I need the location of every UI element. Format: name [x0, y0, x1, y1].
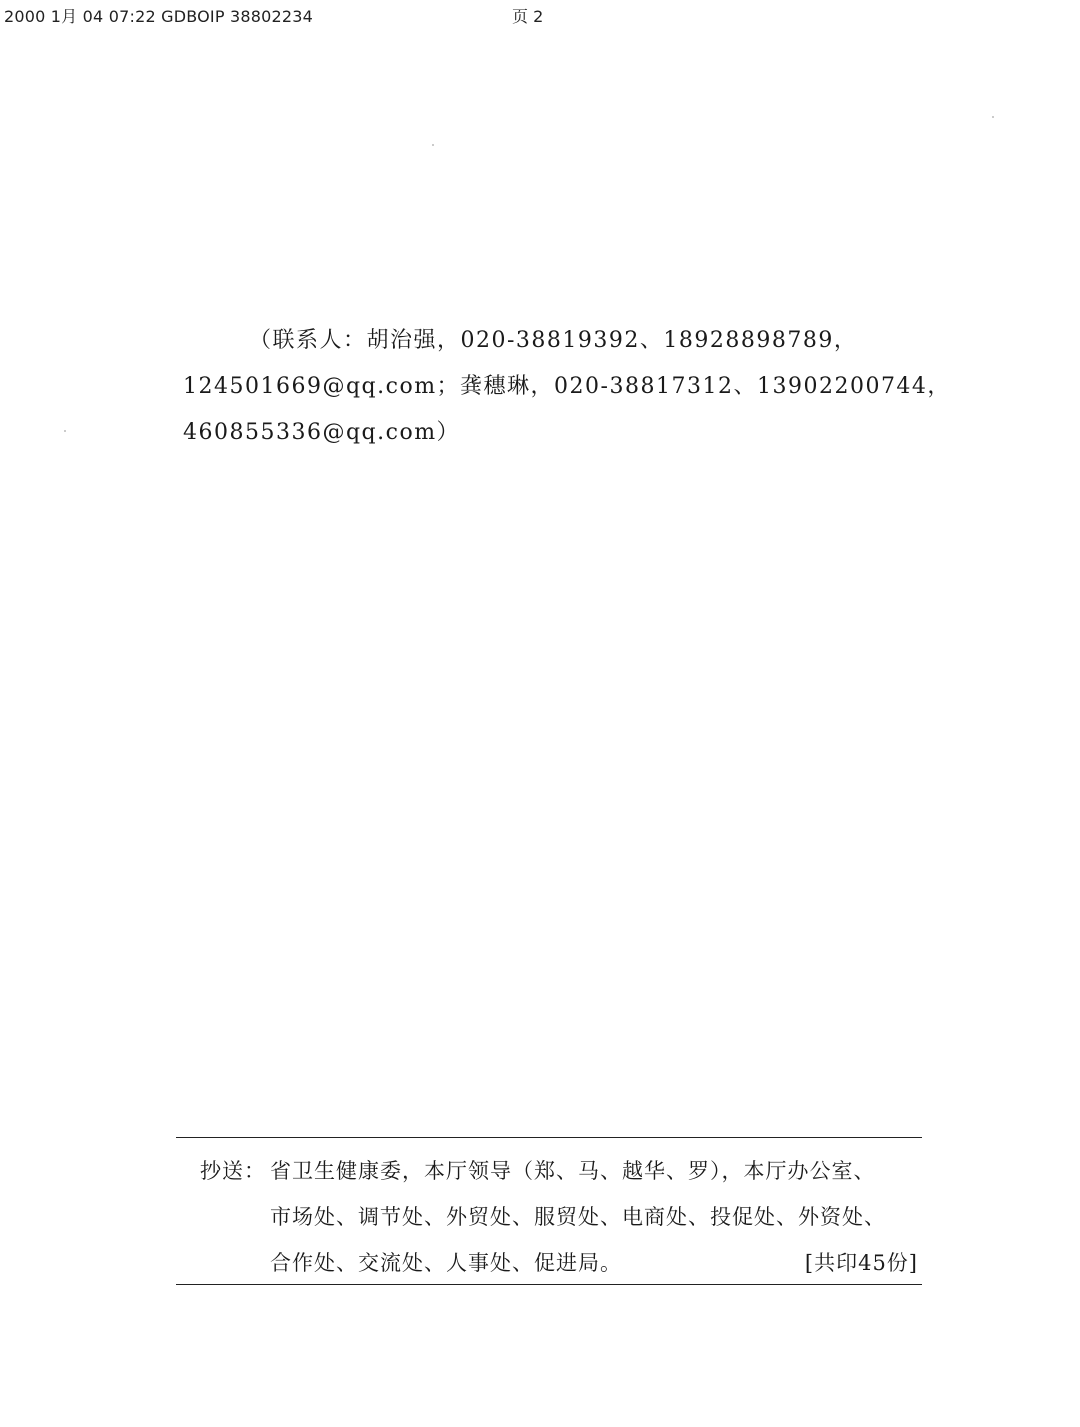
cc-recipients-2: 市场处、调节处、外贸处、服贸处、电商处、投促处、外资处、 — [270, 1205, 886, 1229]
fax-header-line: 2000 1月 04 07:22 GDBOIP 38802234 — [4, 7, 314, 26]
cc-top-rule — [176, 1137, 922, 1138]
cc-recipients-3: 合作处、交流处、人事处、促进局。 — [270, 1251, 622, 1275]
cc-line-1 — [200, 1148, 924, 1194]
cc-distribution — [200, 1148, 924, 1286]
fax-header — [0, 2, 600, 28]
fax-page-number: 页 2 — [512, 7, 544, 26]
contact-line-2: 124501669@qq.com；龚穗琳，020-38817312、13902200744， — [183, 374, 951, 399]
scan-speck — [432, 144, 434, 146]
cc-line-2 — [200, 1194, 924, 1240]
scan-speck — [64, 430, 66, 432]
contact-line-1: （联系人：胡治强，020-38819392、18928898789， — [249, 328, 858, 353]
contact-line-3: 460855336@qq.com） — [183, 420, 461, 445]
cc-line-3 — [200, 1240, 924, 1286]
cc-recipients-1: 省卫生健康委，本厅领导（郑、马、越华、罗），本厅办公室、 — [270, 1159, 876, 1183]
scan-speck — [992, 116, 994, 118]
cc-label: 抄送： — [200, 1159, 266, 1183]
contact-info — [183, 318, 951, 456]
print-count: [共印45份] — [804, 1251, 918, 1275]
cc-bottom-rule — [176, 1284, 922, 1285]
